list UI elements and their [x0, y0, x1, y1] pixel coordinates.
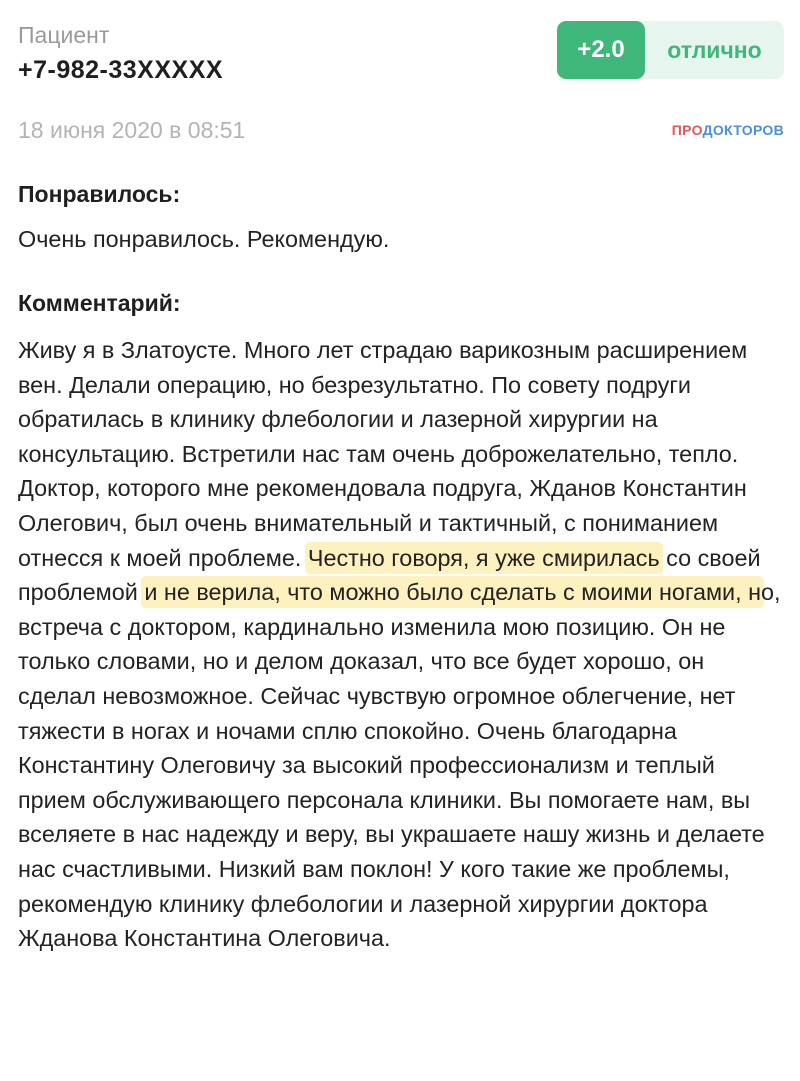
brand-logo-part2: ДОКТОРОВ — [702, 122, 784, 138]
comment-text — [18, 333, 788, 956]
comment-highlight1: Честно говоря, я уже смирилась — [307, 544, 660, 571]
comment-part2: со своей проблемой — [18, 544, 761, 606]
comment-part3: о, встреча с доктором, кардинально изменила мою позицию. Он не только словами, но и делом доказал, что все будет хорошо, он сделал невозможное. Сейчас чувствую огромное облегчение, нет тяжести в ногах и ночами сплю спокойно. Очень благодарна Константину Олеговичу за высокий профессионализм и теплый прием обслуживающего персонала клиники. Вы помогаете нам, вы вселяете в нас надежду и веру, вы украшаете нашу жизнь и делаете нас счастливыми. Низкий вам поклон! У кого такие же проблемы, рекомендую клинику флебологии и лазерной хирургии доктора Жданова Константина Олеговича. — [18, 579, 781, 952]
author-label: Пациент — [18, 22, 110, 48]
comment-highlight2: и не верила, что можно было сделать с моими ногами, н — [144, 579, 762, 606]
comment-title: Комментарий: — [18, 290, 181, 316]
brand-logo — [672, 122, 784, 138]
comment-part1: Живу я в Златоусте. Много лет страдаю варикозным расширением вен. Делали операцию, но безрезультатно. По совету подруги обратилась в клинику флебологии и лазерной хирургии на консультацию. Встретили нас там очень доброжелательно, тепло. Доктор, которого мне рекомендовала подруга, Жданов Константин Олегович, был очень внимательный и тактичный, с пониманием отнесся к моей проблеме. — [18, 337, 748, 571]
review-date: 18 июня 2020 в 08:51 — [18, 117, 246, 143]
author-phone: +7-982-33XXXXX — [18, 56, 224, 84]
liked-title: Понравилось: — [18, 181, 181, 207]
rating-badge — [557, 21, 784, 79]
brand-logo-part1: ПРО — [671, 122, 703, 138]
liked-text: Очень понравилось. Рекомендую. — [18, 226, 390, 252]
rating-label: отлично — [667, 36, 762, 63]
rating-score: +2.0 — [557, 21, 645, 79]
